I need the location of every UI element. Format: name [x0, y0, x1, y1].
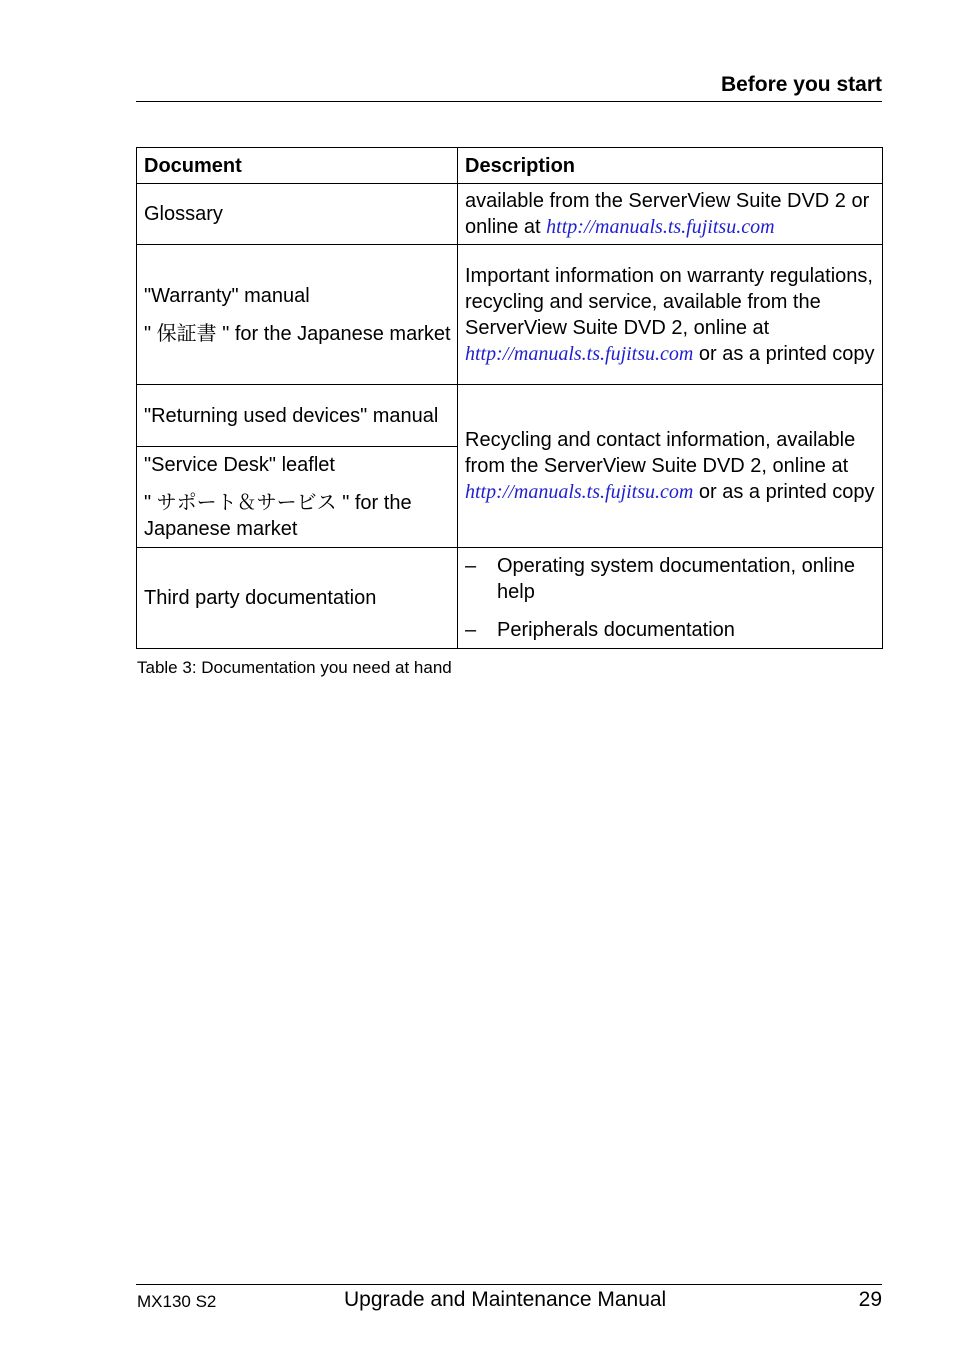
cell-description-warranty: [458, 245, 883, 385]
description-text: available from the ServerView Suite DVD 2 or online at: [465, 190, 870, 238]
table-row-warranty: [137, 245, 883, 385]
section-title: Before you start: [720, 73, 882, 96]
document-name-japanese: " サポート＆サービス " for the Japanese market: [144, 492, 412, 540]
header-divider: [136, 101, 882, 102]
manuals-link[interactable]: http://manuals.ts.fujitsu.com: [546, 216, 775, 238]
cell-document-service-desk: [137, 447, 458, 548]
description-suffix: or as a printed copy: [693, 342, 875, 365]
document-name: "Warranty" manual: [144, 284, 310, 307]
column-header-description: Description: [458, 148, 883, 184]
dash-marker: –: [465, 555, 477, 577]
manuals-link[interactable]: http://manuals.ts.fujitsu.com: [465, 342, 694, 365]
table-caption: Table 3: Documentation you need at hand: [137, 658, 452, 677]
cell-document-returning: "Returning used devices" manual: [137, 385, 458, 447]
list-item-text: Operating system documentation, online help: [497, 555, 855, 603]
manuals-link[interactable]: http://manuals.ts.fujitsu.com: [465, 481, 694, 503]
footer-manual-title: Upgrade and Maintenance Manual: [344, 1288, 667, 1311]
footer-model: MX130 S2: [137, 1292, 217, 1311]
table-header-row: [137, 148, 883, 184]
list-item: [465, 553, 876, 605]
list-item-text: Peripherals documentation: [497, 619, 735, 641]
table-row-glossary: [137, 184, 883, 245]
page-number: 29: [858, 1288, 882, 1311]
documentation-table: [136, 147, 883, 649]
cell-description-third-party: [458, 548, 883, 649]
description-text: Important information on warranty regulations, recycling and service, available from the ServerView Suite DVD 2, online at: [465, 264, 873, 339]
cell-document-glossary: Glossary: [137, 184, 458, 245]
dash-marker: –: [465, 619, 477, 641]
document-name: "Service Desk" leaflet: [144, 454, 335, 476]
cell-description-glossary: [458, 184, 883, 245]
list-item: [465, 617, 876, 643]
cell-document-third-party: Third party documentation: [137, 548, 458, 649]
description-suffix: or as a printed copy: [693, 481, 875, 503]
column-header-document: Document: [137, 148, 458, 184]
cell-document-warranty: [137, 245, 458, 385]
cell-description-recycling: [458, 385, 883, 548]
table-row-returning: [137, 385, 883, 447]
footer-divider: [136, 1284, 882, 1285]
document-name-japanese: " 保証書 " for the Japanese market: [144, 322, 451, 345]
description-text: Recycling and contact information, available from the ServerView Suite DVD 2, online at: [465, 429, 856, 477]
table-row-third-party: [137, 548, 883, 649]
